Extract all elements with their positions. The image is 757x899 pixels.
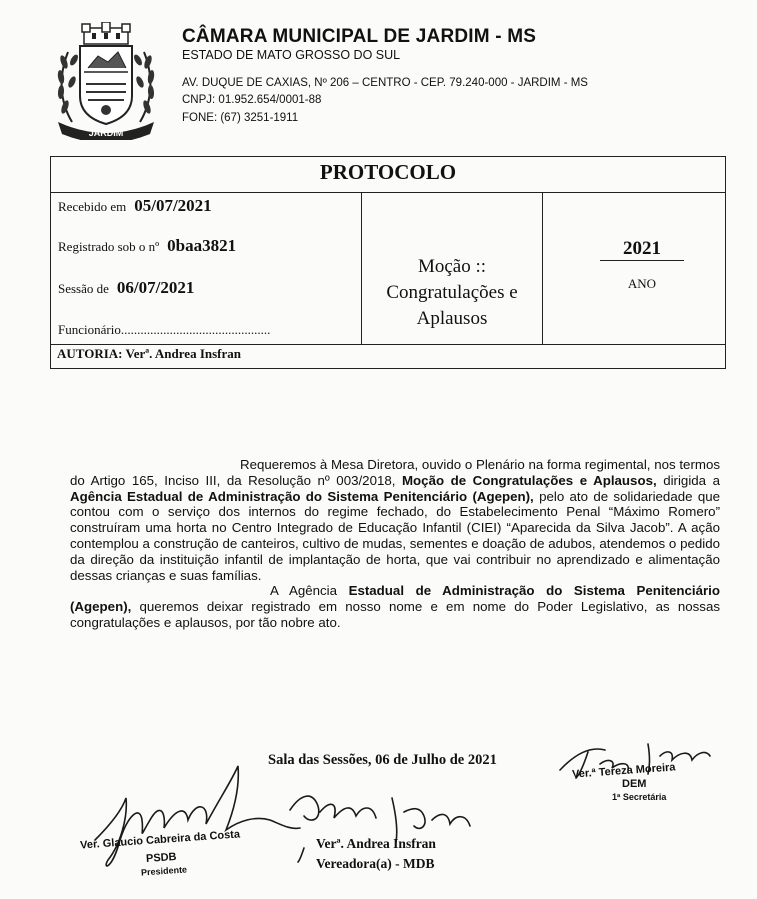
protocol-header-divider	[51, 192, 725, 193]
state-subtitle: ESTADO DE MATO GROSSO DO SUL	[182, 48, 401, 62]
year-label: ANO	[627, 276, 657, 291]
body-paragraph-2	[70, 583, 720, 630]
subject-line-1: Moção ::	[417, 256, 487, 277]
institution-title: CÂMARA MUNICIPAL DE JARDIM - MS	[182, 26, 537, 47]
registered-field	[58, 236, 236, 256]
cnpj-line: CNPJ: 01.952.654/0001-88	[182, 94, 322, 106]
subject-line-2: Congratulações e	[386, 282, 518, 303]
address-line: AV. DUQUE DE CAXIAS, Nº 206 – CENTRO - CEP. 79.240-000 - JARDIM - MS	[182, 77, 588, 89]
p1-text-e: pelo ato de solidariedade que contou com o serviço dos internos do regime fechado, do Estabelecimento Penal “Máximo Romero” construíram uma horta no Centro Integrado de Educação Infantil (CIEI) “Aparecida da Silva Jacob”. A ação contemplou a construção de canteiros, cultivo de mudas, sementes e doação de adubos, atendemos o pedido da direção da instituição infantil de implantação de horta, que vai contribuir no aprendizado e alimentação dessas crianças e suas famílias.	[70, 488, 721, 583]
tereza-party: DEM	[622, 778, 647, 790]
tereza-name: Ver.ª Tereza Moreira	[571, 761, 676, 781]
authorship-line: AUTORIA: Verª. Andrea Insfran	[57, 346, 241, 361]
glaucio-name: Ver. Glaucio Cabreira da Costa	[79, 828, 241, 852]
session-field	[58, 278, 194, 298]
registered-label: Registrado sob o nº	[58, 239, 160, 254]
body-paragraph-1	[70, 457, 720, 583]
motion-body	[70, 457, 720, 631]
protocol-subject	[362, 254, 542, 332]
tereza-role: 1ª Secretária	[612, 792, 667, 802]
year-underline	[600, 260, 684, 261]
glaucio-signature	[95, 766, 300, 866]
subject-line-3: Aplausos	[416, 308, 488, 329]
p1-motion-type: Moção de Congratulações e Aplausos,	[401, 472, 657, 488]
protocol-heading: PROTOCOLO	[319, 160, 457, 184]
protocol-year: 2021	[623, 238, 661, 259]
received-date: 05/07/2021	[134, 196, 212, 215]
andrea-role: Vereadora(a) - MDB	[316, 856, 435, 871]
place-and-date: Sala das Sessões, 06 de Julho de 2021	[268, 752, 497, 768]
p1-agency-name: Agência Estadual de Administração do Sistema Penitenciário (Agepen),	[70, 488, 534, 504]
protocol-col-divider-2	[542, 192, 543, 344]
received-label: Recebido em	[58, 199, 127, 214]
employee-label: Funcionário..............................................	[58, 322, 271, 337]
municipal-crest-logo	[52, 22, 160, 140]
session-label: Sessão de	[58, 281, 109, 296]
svg-text:JARDIM: JARDIM	[88, 128, 124, 138]
p2-agency-name: Estadual de Administração do Sistema Penitenciário (Agepen),	[70, 583, 720, 615]
received-field	[58, 196, 212, 216]
p1-text-a: Requeremos à Mesa Diretora, ouvido o Plenário na forma regimental, nos termos do Artigo 165, Inciso III, da Resolução nº 003/2018,	[70, 457, 720, 488]
andrea-name: Verª. Andrea Insfran	[316, 836, 436, 851]
handwritten-signatures	[0, 720, 757, 899]
p1-text-c: dirigida a	[656, 472, 720, 488]
session-date: 06/07/2021	[116, 278, 195, 297]
phone-line: FONE: (67) 3251-1911	[182, 112, 299, 124]
p2-text-c: queremos deixar registrado em nosso nome e em nome do Poder Legislativo, as nossas congratulações e aplausos, por tão nobre ato.	[70, 599, 720, 630]
registered-number: 0baa3821	[167, 236, 237, 255]
glaucio-party: PSDB	[145, 850, 177, 866]
glaucio-role: Presidente	[140, 864, 188, 878]
p2-text-a: A Agência	[270, 583, 349, 599]
